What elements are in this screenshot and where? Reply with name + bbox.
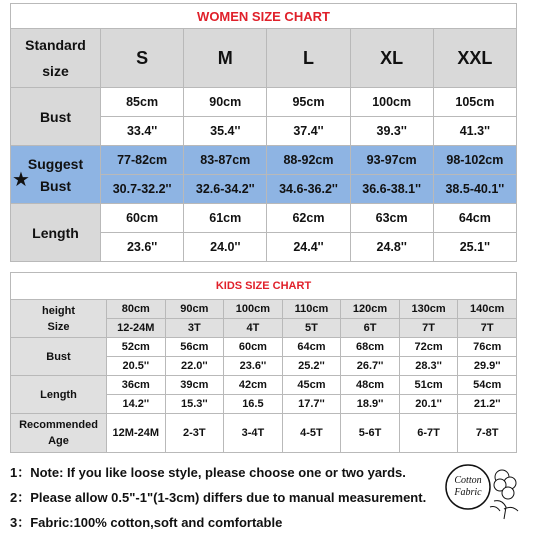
table-cell: 60cm xyxy=(101,204,184,233)
table-cell: 7T xyxy=(399,319,458,338)
women-header-row xyxy=(11,29,517,88)
table-cell: 21.2'' xyxy=(458,395,517,414)
standard-label-line2: size xyxy=(42,63,69,79)
table-cell: 15.3'' xyxy=(165,395,224,414)
table-cell: 90cm xyxy=(165,300,224,319)
bust-label: Bust xyxy=(11,88,101,146)
table-cell: 22.0'' xyxy=(165,357,224,376)
height-label-line1: height xyxy=(42,304,75,317)
women-chart-title: WOMEN SIZE CHART xyxy=(11,4,517,29)
table-cell: 95cm xyxy=(267,88,350,117)
table-cell: 63cm xyxy=(350,204,433,233)
kids-bust-cm-row xyxy=(11,338,517,357)
kids-size-chart xyxy=(10,272,517,453)
table-cell: 64cm xyxy=(433,204,516,233)
table-cell: 62cm xyxy=(267,204,350,233)
badge-text-line2: Fabric xyxy=(454,487,482,498)
table-cell: 7-8T xyxy=(458,414,517,453)
women-suggest-cm-row xyxy=(11,146,517,175)
table-cell: 24.8'' xyxy=(350,233,433,262)
kids-chart-title: KIDS SIZE CHART xyxy=(11,273,517,300)
table-cell: 98-102cm xyxy=(433,146,516,175)
kids-height-row xyxy=(11,300,517,319)
standard-size-label xyxy=(11,29,101,88)
table-cell: 28.3'' xyxy=(399,357,458,376)
table-cell: 52cm xyxy=(107,338,166,357)
table-cell: 12-24M xyxy=(107,319,166,338)
size-xl: XL xyxy=(350,29,433,88)
table-cell: 4-5T xyxy=(282,414,341,453)
table-cell: 23.6'' xyxy=(224,357,283,376)
size-s: S xyxy=(101,29,184,88)
height-label-line2: Size xyxy=(47,320,70,333)
table-cell: 5T xyxy=(282,319,341,338)
size-m: M xyxy=(184,29,267,88)
table-cell: 100cm xyxy=(224,300,283,319)
table-cell: 3T xyxy=(165,319,224,338)
table-cell: 90cm xyxy=(184,88,267,117)
table-cell: 20.5'' xyxy=(107,357,166,376)
table-cell: 42cm xyxy=(224,376,283,395)
table-cell: 2-3T xyxy=(165,414,224,453)
kids-bust-label: Bust xyxy=(11,338,107,376)
women-size-chart xyxy=(10,3,517,262)
table-cell: 24.4'' xyxy=(267,233,350,262)
table-cell: 85cm xyxy=(101,88,184,117)
table-cell: 3-4T xyxy=(224,414,283,453)
table-cell: 26.7'' xyxy=(341,357,400,376)
table-cell: 36cm xyxy=(107,376,166,395)
table-cell: 51cm xyxy=(399,376,458,395)
note-measurement: 2：Please allow 0.5"-1"(1-3cm) differs due to manual measurement. xyxy=(10,490,427,505)
table-cell: 48cm xyxy=(341,376,400,395)
table-cell: 60cm xyxy=(224,338,283,357)
table-cell: 36.6-38.1'' xyxy=(350,175,433,204)
height-size-label xyxy=(11,300,107,338)
age-label-line1: Recommended xyxy=(19,419,98,431)
table-cell: 17.7'' xyxy=(282,395,341,414)
table-cell: 64cm xyxy=(282,338,341,357)
note-fabric: 3：Fabric:100% cotton,soft and comfortable xyxy=(10,515,283,530)
badge-text-line1: Cotton xyxy=(454,475,482,486)
table-cell: 56cm xyxy=(165,338,224,357)
table-cell: 80cm xyxy=(107,300,166,319)
table-cell: 83-87cm xyxy=(184,146,267,175)
table-cell: 25.1'' xyxy=(433,233,516,262)
table-cell: 37.4'' xyxy=(267,117,350,146)
table-cell: 7T xyxy=(458,319,517,338)
table-cell: 25.2'' xyxy=(282,357,341,376)
women-length-cm-row xyxy=(11,204,517,233)
kids-length-label: Length xyxy=(11,376,107,414)
table-cell: 68cm xyxy=(341,338,400,357)
table-cell: 61cm xyxy=(184,204,267,233)
table-cell: 100cm xyxy=(350,88,433,117)
table-cell: 32.6-34.2'' xyxy=(184,175,267,204)
suggest-label-line1: Suggest xyxy=(27,155,84,172)
table-cell: 14.2'' xyxy=(107,395,166,414)
table-cell: 41.3'' xyxy=(433,117,516,146)
table-cell: 33.4'' xyxy=(101,117,184,146)
table-cell: 23.6'' xyxy=(101,233,184,262)
table-cell: 38.5-40.1'' xyxy=(433,175,516,204)
table-cell: 93-97cm xyxy=(350,146,433,175)
table-cell: 20.1'' xyxy=(399,395,458,414)
age-label-line2: Age xyxy=(48,435,69,447)
table-cell: 88-92cm xyxy=(267,146,350,175)
kids-age-row xyxy=(11,414,517,453)
cotton-flower-icon xyxy=(434,455,526,525)
length-label: Length xyxy=(11,204,101,262)
women-bust-cm-row xyxy=(11,88,517,117)
table-cell: 39.3'' xyxy=(350,117,433,146)
suggest-label-line2: Bust xyxy=(39,177,72,194)
table-cell: 30.7-32.2'' xyxy=(101,175,184,204)
table-cell: 29.9'' xyxy=(458,357,517,376)
table-cell: 130cm xyxy=(399,300,458,319)
note-loose-style: 1：Note: If you like loose style, please choose one or two yards. xyxy=(10,465,406,480)
table-cell: 34.6-36.2'' xyxy=(267,175,350,204)
table-cell: 110cm xyxy=(282,300,341,319)
table-cell: 120cm xyxy=(341,300,400,319)
cotton-fabric-badge xyxy=(434,455,526,525)
table-cell: 76cm xyxy=(458,338,517,357)
recommended-age-label xyxy=(11,414,107,453)
table-cell: 12M-24M xyxy=(107,414,166,453)
table-cell: 54cm xyxy=(458,376,517,395)
table-cell: 105cm xyxy=(433,88,516,117)
size-xxl: XXL xyxy=(433,29,516,88)
table-cell: 39cm xyxy=(165,376,224,395)
size-l: L xyxy=(267,29,350,88)
table-cell: 45cm xyxy=(282,376,341,395)
table-cell: 6-7T xyxy=(399,414,458,453)
table-cell: 4T xyxy=(224,319,283,338)
table-cell: 18.9'' xyxy=(341,395,400,414)
table-cell: 16.5 xyxy=(224,395,283,414)
table-cell: 77-82cm xyxy=(101,146,184,175)
table-cell: 72cm xyxy=(399,338,458,357)
table-cell: 35.4'' xyxy=(184,117,267,146)
table-cell: 24.0'' xyxy=(184,233,267,262)
table-cell: 5-6T xyxy=(341,414,400,453)
star-icon: ★ xyxy=(12,169,30,191)
standard-label-line1: Standard xyxy=(25,37,86,53)
table-cell: 140cm xyxy=(458,300,517,319)
kids-length-cm-row xyxy=(11,376,517,395)
table-cell: 6T xyxy=(341,319,400,338)
